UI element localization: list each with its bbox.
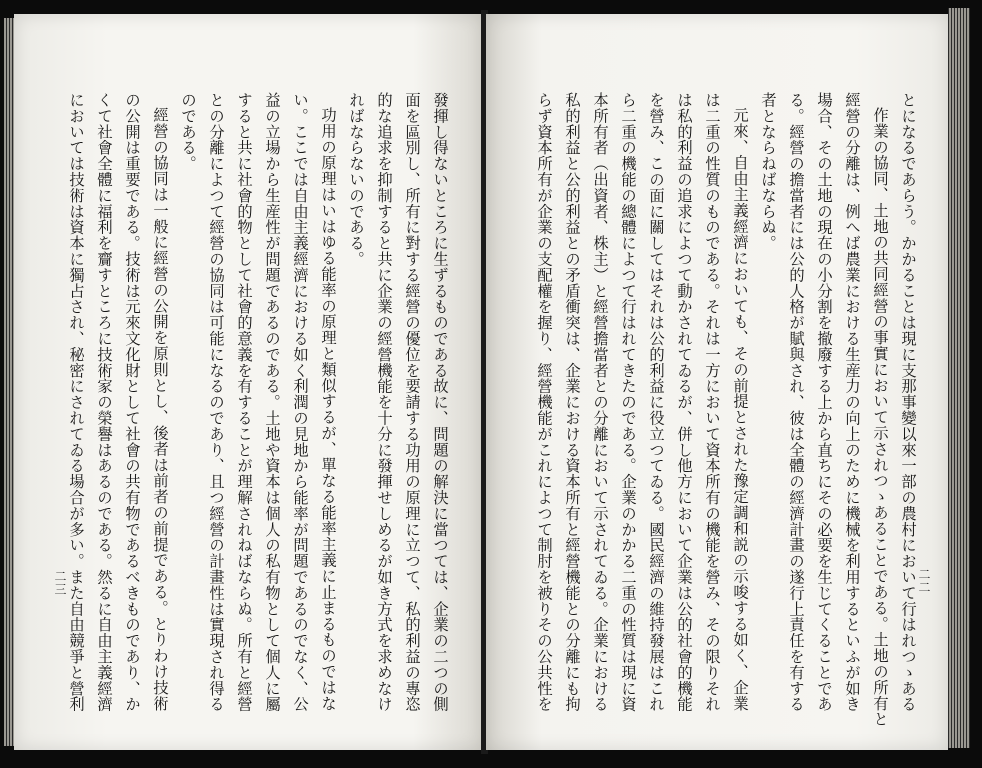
left-page-number: 二三 (53, 570, 67, 596)
text-column: 發揮し得ないところに生ずるものである故に、問題の解決に當つては、企業の二つの側 (431, 92, 449, 713)
text-column: すると共に社會的物として社會的意義を有することが理解されねばならぬ。所有と經營 (235, 92, 253, 713)
right-page-number: 二二 (917, 568, 931, 594)
text-column: 經營の協同は一般に經營の公開を原則とし、後者は前者の前提である。とりわけ技術 (151, 107, 169, 712)
right-page-text (526, 92, 922, 728)
text-column: らず資本所有が企業の支配權を握り、經營機能がこれによつて制肘を被りその公共性を (535, 92, 553, 713)
text-column: くて社會全體に福利を齎すところに技術家の榮譽はあるのである。然るに自由主義經濟 (95, 92, 113, 713)
text-column: は私的利益の追求によつて動かされてゐるが、併し他方において企業は公的社會的機能 (675, 92, 693, 713)
left-page-edges (4, 18, 14, 746)
text-column: 場合、その土地の現在の小分割を撤廢する上から直ちにその必要を生じてくることであ (815, 92, 833, 713)
text-column: 的な追求を抑制すると共に企業の經營機能を十分に發揮せしめるが如き方式を求めなけ (375, 92, 393, 713)
left-page (14, 14, 484, 750)
text-column: とになるであらう。かかることは現に支那事變以來一部の農村において行はれつゝある (899, 92, 917, 713)
text-column: を營み、この面に關してはそれは公的利益に役立つてゐる。國民經濟の維持發展はこれ (647, 92, 665, 713)
left-page-text (67, 92, 454, 713)
text-column: 益の立場から生産性が問題であるのである。土地や資本は個人の私有物として個人に屬 (263, 92, 281, 713)
text-column: 經營の分離は、例へば農業における生産力の向上のために機械を利用するといふが如き (843, 92, 861, 713)
text-column: においては技術は資本に獨占され、秘密にされてゐる場合が多い。また自由競爭と營利 (67, 92, 85, 713)
right-page (486, 14, 948, 750)
text-column: 元來、自由主義經濟においても、その前提とされた豫定調和説の示唆する如く、企業 (731, 107, 749, 712)
text-column: ればならないのである。 (347, 92, 365, 267)
text-column: る。經營の擔當者には公的人格が賦與され、彼は全體の經濟計畫の遂行上責任を有する (787, 92, 805, 713)
text-column: 私的利益と公的利益との矛盾衝突は、企業における資本所有と經營機能との分離にも拘 (563, 92, 581, 713)
text-column: い。ここでは自由主義經濟における如く利潤の見地から能率が問題であるのでなく、公 (291, 92, 309, 713)
text-column: 本所有者（出資者、株主）と經營擔當者との分離において示されてゐる。企業における (591, 92, 609, 713)
text-column: は二重の性質のものである。それは一方において資本所有の機能を營み、その限りそれ (703, 92, 721, 713)
text-column: 作業の協同、土地の共同經營の事實において示されつゝあることである。土地の所有と (871, 107, 889, 728)
text-column: 者とならねばならぬ。 (759, 92, 777, 251)
text-column: のである。 (179, 92, 197, 172)
text-column: との分離によつて經營の協同は可能になるのであり、且つ經營の計畫性は實現され得る (207, 92, 225, 713)
text-column: ら二重の機能の總體によつて行はれてきたのである。企業のかかる二重の性質は現に資 (619, 92, 637, 713)
right-page-edges (948, 8, 970, 748)
text-column: 功用の原理はいはゆる能率の原理と類似するが、單なる能率主義に止まるものではな (319, 107, 337, 712)
text-column: 面を區別し、所有に對する經營の優位を要請する功用の原理に立つて、私的利益の專恣 (403, 92, 421, 713)
text-column: の公開は重要である。技術は元來文化財として社會の共有物であるべきものであり、か (123, 92, 141, 713)
